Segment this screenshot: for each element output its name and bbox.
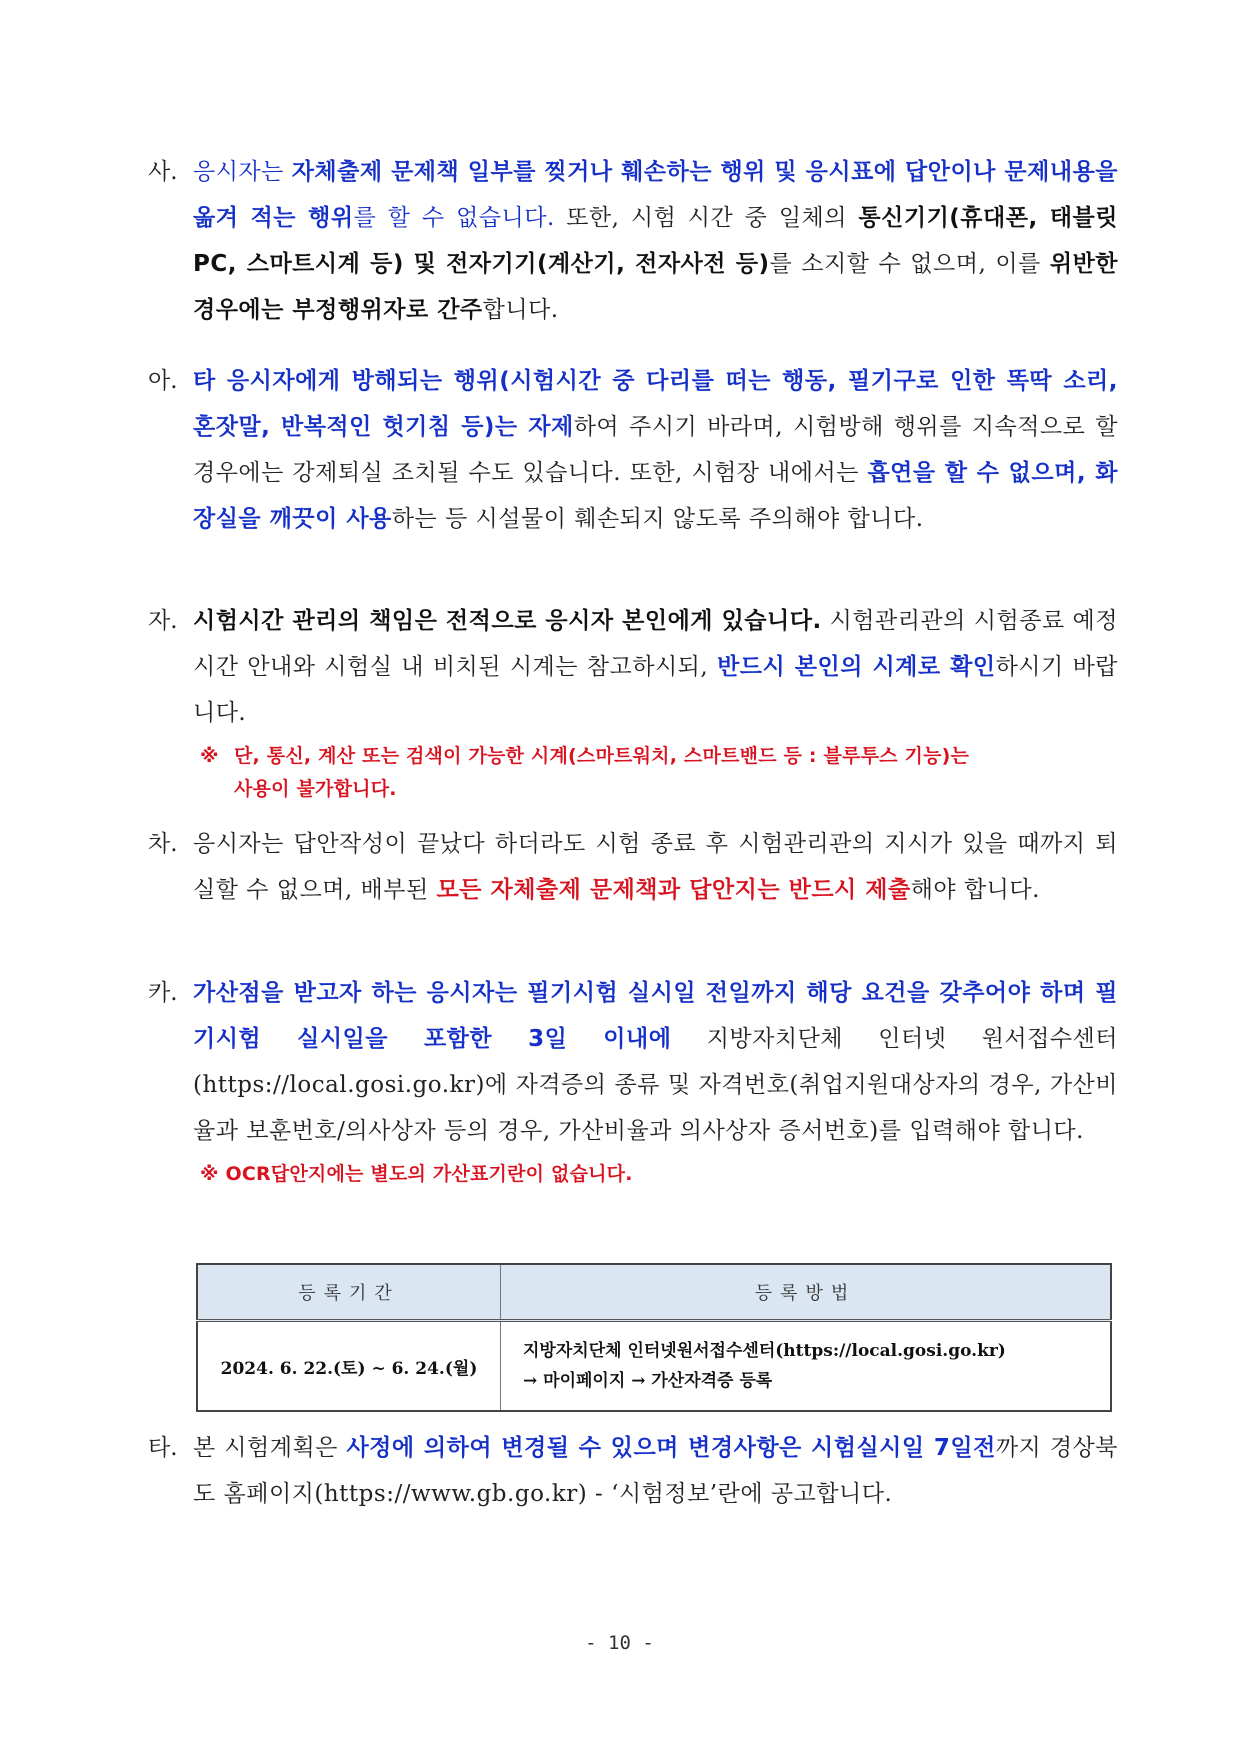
header-period: 등록기간 [197,1264,501,1321]
text-emphasis: 위반한 경우에는 부정행위자로 간주 [193,251,1119,323]
text-segment: 하여 주시기 바라며, 시험방해 행위를 지속적으로 할 경우에는 강제퇴실 조치될 수도 있습니다. 또한, 시험장 내에서는 [193,414,1118,486]
table-header-row [197,1264,1111,1321]
method-line: → 마이페이지 → 가산자격증 등록 [523,1371,773,1391]
text-segment: 응시자는 답안작성이 끝났다 하더라도 시험 종료 후 시험관리관의 지시가 있을 때까지 퇴실할 수 없으며, 배부된 [193,831,1118,903]
registration-period: 2024. 6. 22.(토) ~ 6. 24.(월) [197,1321,501,1412]
ocr-note: ※ OCR답안지에는 별도의 가산표기란이 없습니다. [200,1163,633,1185]
item-text [193,598,1118,736]
item-marker: 자. [148,608,178,634]
note-text: 사용이 불가합니다. [234,778,397,800]
text-segment: 지방자치단체 인터넷 원서접수센터(https://local.gosi.go.kr)에 자격증의 종류 및 자격번호(취업지원대상자의 경우, 가산비율과 보훈번호/의사상자 등의 경우, 가산비율과 의사상자 증서번호)를 입력해야 합니다. [193,1026,1118,1144]
text-emphasis: 모든 자체출제 문제책과 답안지는 반드시 제출 [436,877,911,903]
table-row [197,1321,1111,1412]
method-line: 지방자치단체 인터넷원서접수센터(https://local.gosi.go.kr) [523,1341,1006,1361]
text-segment: 응시자는 [193,159,292,185]
text-emphasis: 시험시간 관리의 책임은 전적으로 응시자 본인에게 있습니다. [193,608,822,634]
text-segment: 까지 경상북도 홈페이지(https://www.gb.go.kr) - ‘시험정보’란에 공고합니다. [193,1435,1118,1507]
text-emphasis: 사정에 의하여 변경될 수 있으며 변경사항은 시험실시일 7일전 [346,1435,996,1461]
note-mark: ※ [200,745,219,767]
text-segment: 하는 등 시설물이 훼손되지 않도록 주의해야 합니다. [391,506,924,532]
text-emphasis: 가산점을 받고자 하는 응시자는 필기시험 실시일 전일까지 해당 요건을 갖추어야 하며 필기시험 실시일을 포함한 3일 이내에 [193,980,1118,1052]
registration-method [501,1321,1112,1412]
page-number: - 10 - [585,1632,654,1654]
text-segment: 또한, 시험 시간 중 일체의 [554,205,859,231]
item-marker: 사. [148,159,178,185]
item-ta [148,1425,1118,1517]
item-marker: 카. [148,980,178,1006]
item-text [193,358,1118,542]
text-emphasis: 통신기기(휴대폰, 태블릿PC, 스마트시계 등) 및 전자기기(계산기, 전자사전 등) [193,205,1118,277]
text-emphasis: 반드시 본인의 시계로 확인 [717,654,996,680]
item-ka [148,970,1118,1191]
item-text [193,149,1118,333]
item-text [193,821,1118,913]
item-marker: 차. [148,831,178,857]
item-a [148,358,1118,542]
item-marker: 타. [148,1435,178,1461]
text-segment: 합니다. [482,297,559,323]
header-method: 등록방법 [501,1264,1112,1321]
text-segment: 를 할 수 없습니다. [353,205,555,231]
text-segment: 본 시험계획은 [193,1435,347,1461]
item-marker: 아. [148,368,178,394]
note-text: 단, 통신, 계산 또는 검색이 가능한 시계(스마트워치, 스마트밴드 등 : 블루투스 기능)는 [234,745,970,767]
item-text [193,1425,1118,1517]
text-segment: 시험관리관의 시험종료 예정시간 안내와 시험실 내 비치된 시계는 참고하시되, [193,608,1118,680]
text-segment: 해야 합니다. [910,877,1040,903]
notice-note [200,740,1118,806]
item-cha [148,821,1118,913]
text-emphasis: 자체출제 문제책 일부를 찢거나 훼손하는 행위 및 응시표에 답안이나 문제내용을 옮겨 적는 행위 [193,159,1119,231]
item-ja [148,598,1118,806]
text-emphasis: 타 응시자에게 방해되는 행위(시험시간 중 다리를 떠는 행동, 필기구로 인한 똑딱 소리, 혼잣말, 반복적인 헛기침 등)는 자제 [193,368,1118,440]
item-sa [148,149,1118,333]
text-emphasis: 흡연을 할 수 없으며, 화장실을 깨끗이 사용 [193,460,1118,532]
item-text [193,970,1118,1154]
registration-table [196,1263,1112,1412]
text-segment: 를 소지할 수 없으며, 이를 [769,251,1050,277]
text-segment: 하시기 바랍니다. [193,654,1119,726]
